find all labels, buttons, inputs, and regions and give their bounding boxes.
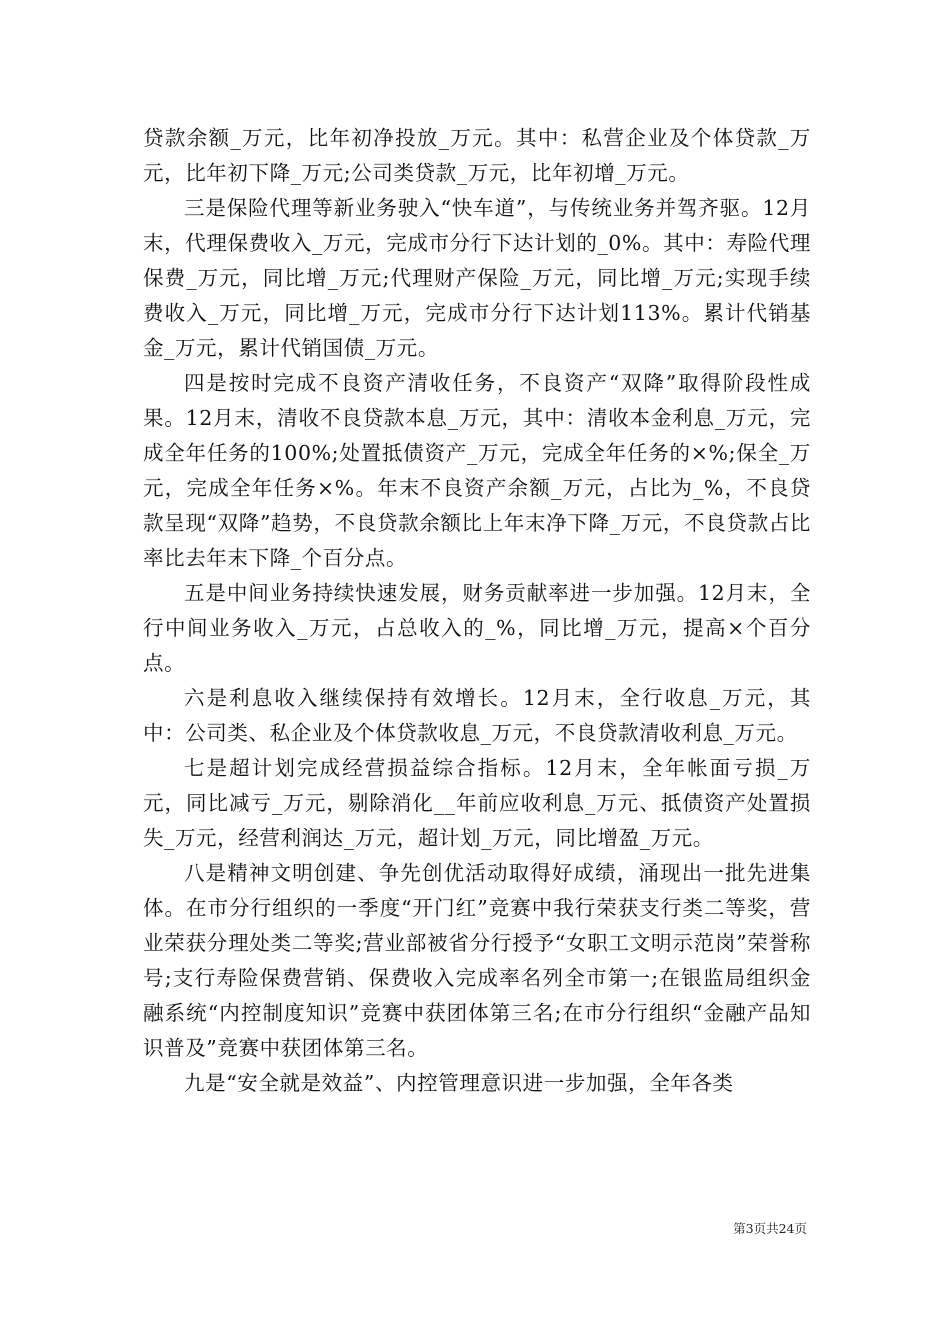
paragraph: 七是超计划完成经营损益综合指标。12月末，全年帐面亏损_万元，同比减亏_万元，剔除消化__年前应收利息_万元、抵债资产处置损失_万元，经营利润达_万元，超计划_万元，同比增盈_万元。: [143, 756, 811, 850]
page-number-footer: 第3页共24页: [733, 1221, 807, 1236]
paragraph: 五是中间业务持续快速发展，财务贡献率进一步加强。12月末，全行中间业务收入_万元，占总收入的_%，同比增_万元，提高×个百分点。: [143, 581, 811, 675]
paragraph: 六是利息收入继续保持有效增长。12月末，全行收息_万元，其中：公司类、私企业及个体贷款收息_万元，不良贷款清收利息_万元。: [143, 686, 811, 745]
paragraph: 八是精神文明创建、争先创优活动取得好成绩，涌现出一批先进集体。在市分行组织的一季度“开门红”竞赛中我行荣获支行类二等奖，营业荣获分理处类二等奖;营业部被省分行授予“女职工文明示范岗”荣誉称号;支行寿险保费营销、保费收入完成率名列全市第一;在银监局组织金融系统“内控制度知识”竞赛中获团体第三名;在市分行组织“金融产品知识普及”竞赛中获团体第三名。: [143, 861, 811, 1060]
document-body: [143, 121, 811, 1101]
paragraph: 四是按时完成不良资产清收任务，不良资产“双降”取得阶段性成果。12月末，清收不良贷款本息_万元，其中：清收本金利息_万元，完成全年任务的100%;处置抵债资产_万元，完成全年任务的×%;保全_万元，完成全年任务×%。年末不良资产余额_万元，占比为_%，不良贷款呈现“双降”趋势，不良贷款余额比上年末净下降_万元，不良贷款占比率比去年末下降_个百分点。: [143, 371, 811, 570]
paragraph: 贷款余额_万元，比年初净投放_万元。其中：私营企业及个体贷款_万元，比年初下降_万元;公司类贷款_万元，比年初增_万元。: [143, 126, 811, 185]
paragraph: 九是“安全就是效益”、内控管理意识进一步加强，全年各类: [184, 1071, 734, 1095]
paragraph: 三是保险代理等新业务驶入“快车道”，与传统业务并驾齐驱。12月末，代理保费收入_万元，完成市分行下达计划的_0%。其中：寿险代理保费_万元，同比增_万元;代理财产保险_万元，同比增_万元;实现手续费收入_万元，同比增_万元，完成市分行下达计划113%。累计代销基金_万元，累计代销国债_万元。: [143, 196, 811, 360]
